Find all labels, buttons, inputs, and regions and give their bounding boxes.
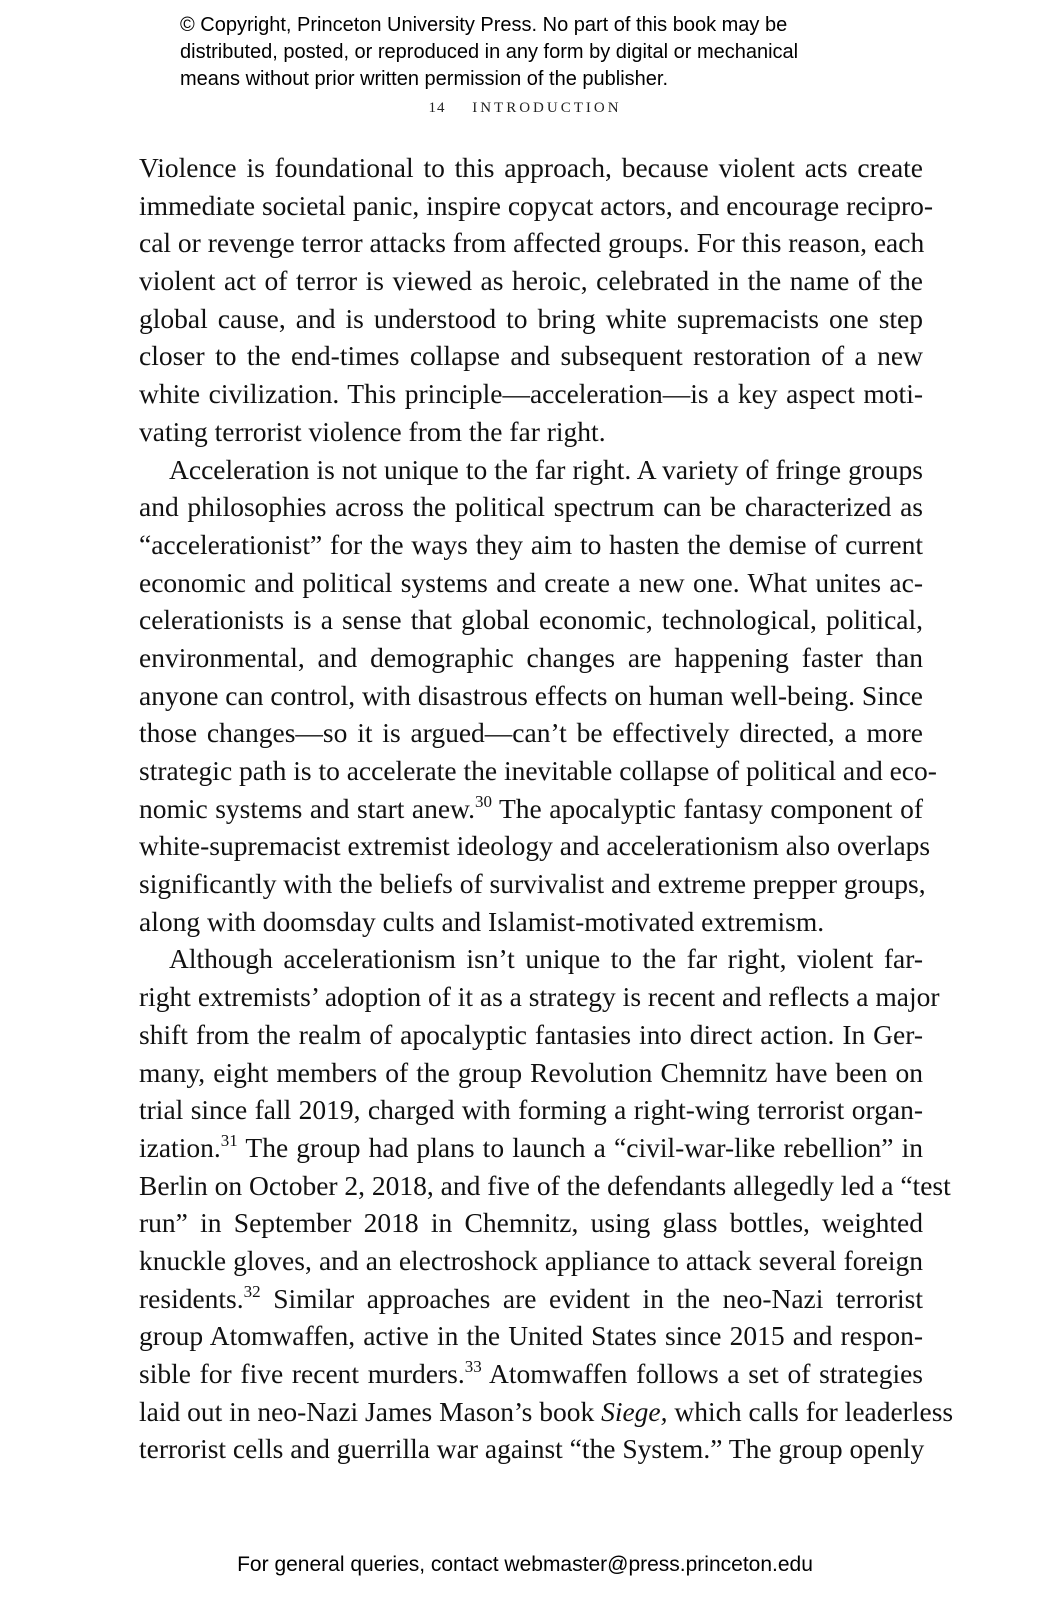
text-line (139, 790, 923, 828)
copyright-notice (180, 12, 940, 93)
body-text (139, 149, 954, 1468)
text-segment: Similar approaches are evident in the neo-Nazi terrorist (273, 1282, 923, 1314)
text-segment: ization. (139, 1131, 221, 1163)
text-line: anyone can control, with disastrous effects on human well-being. Since (139, 679, 923, 711)
text-line: many, eight members of the group Revolution Chemnitz have been on (139, 1056, 923, 1088)
text-line: trial since fall 2019, charged with forming a right-wing terrorist organ- (139, 1094, 923, 1126)
text-line: closer to the end-times collapse and subsequent restoration of a new (139, 340, 923, 372)
running-head (0, 100, 1050, 117)
text-line: celerationists is a sense that global economic, technological, political, (139, 604, 923, 636)
text-line: run” in September 2018 in Chemnitz, using glass bottles, weighted (139, 1207, 923, 1239)
copyright-line: means without prior written permission of the publisher. (180, 68, 669, 90)
text-segment: Atomwaffen follows a set of strategies (488, 1358, 923, 1389)
text-line: strategic path is to accelerate the inevitable collapse of political and eco- (139, 755, 937, 786)
text-line: significantly with the beliefs of survivalist and extreme prepper groups, (139, 868, 926, 900)
text-line: economic and political systems and create a new one. What unites ac- (139, 566, 923, 598)
text-line (139, 1393, 954, 1431)
text-line (139, 1280, 923, 1318)
book-title: Siege, (601, 1395, 668, 1427)
text-line: white civilization. This principle—acceleration—is a key aspect moti- (139, 378, 923, 410)
text-line: Berlin on October 2, 2018, and five of the defendants allegedly led a “test (139, 1169, 951, 1201)
text-line: global cause, and is understood to bring white supremacists one step (139, 302, 923, 334)
footnote-ref[interactable]: 32 (243, 1281, 261, 1301)
text-line: vating terrorist violence from the far right. (139, 415, 606, 447)
text-segment: The apocalyptic fantasy component of (498, 792, 923, 824)
footer-contact: For general queries, contact webmaster@press.princeton.edu (237, 1553, 813, 1576)
text-segment: laid out in neo-Nazi James Mason’s book (139, 1395, 595, 1427)
text-line: environmental, and demographic changes are happening faster than (139, 641, 923, 673)
text-line: terrorist cells and guerrilla war against “the System.” The group openly (139, 1433, 925, 1465)
footnote-ref[interactable]: 33 (464, 1357, 482, 1376)
footnote-ref[interactable]: 31 (220, 1130, 238, 1150)
text-line: knuckle gloves, and an electroshock appliance to attack several foreign (139, 1244, 923, 1276)
text-segment: residents. (139, 1282, 244, 1314)
text-line: Although accelerationism isn’t unique to the far right, violent far- (169, 943, 923, 975)
text-line: group Atomwaffen, active in the United States since 2015 and respon- (139, 1320, 923, 1352)
text-segment: The group had plans to launch a “civil-war-like rebellion” in (245, 1131, 923, 1163)
text-line: Acceleration is not unique to the far right. A variety of fringe groups (169, 453, 923, 485)
text-line: along with doomsday cults and Islamist-motivated extremism. (139, 905, 825, 937)
text-line: those changes—so it is argued—can’t be effectively directed, a more (139, 717, 923, 749)
copyright-line: © Copyright, Princeton University Press. No part of this book may be (180, 14, 788, 36)
text-segment: which calls for leaderless (674, 1395, 954, 1427)
text-line: right extremists’ adoption of it as a strategy is recent and reflects a major (139, 981, 940, 1013)
text-line: immediate societal panic, inspire copycat actors, and encourage recipro- (139, 189, 934, 221)
text-line: and philosophies across the political spectrum can be characterized as (139, 491, 923, 523)
text-line: “accelerationist” for the ways they aim to hasten the demise of current (139, 528, 923, 560)
text-line (139, 1355, 923, 1393)
text-line: white-supremacist extremist ideology and accelerationism also overlaps (139, 830, 931, 862)
copyright-line: distributed, posted, or reproduced in any form by digital or mechanical (180, 41, 799, 63)
text-line: violent act of terror is viewed as heroic, celebrated in the name of the (139, 265, 923, 297)
footnote-ref[interactable]: 30 (474, 791, 492, 811)
text-segment: sible for five recent murders. (139, 1358, 465, 1389)
text-line (139, 1129, 923, 1167)
chapter-title: INTRODUCTION (472, 100, 622, 116)
text-line: shift from the realm of apocalyptic fantasies into direct action. In Ger- (139, 1018, 923, 1050)
text-line: cal or revenge terror attacks from affected groups. For this reason, each (139, 227, 925, 259)
page-number: 14 (428, 100, 446, 116)
text-segment: nomic systems and start anew. (139, 792, 475, 824)
text-line: Violence is foundational to this approach, because violent acts create (139, 152, 923, 183)
